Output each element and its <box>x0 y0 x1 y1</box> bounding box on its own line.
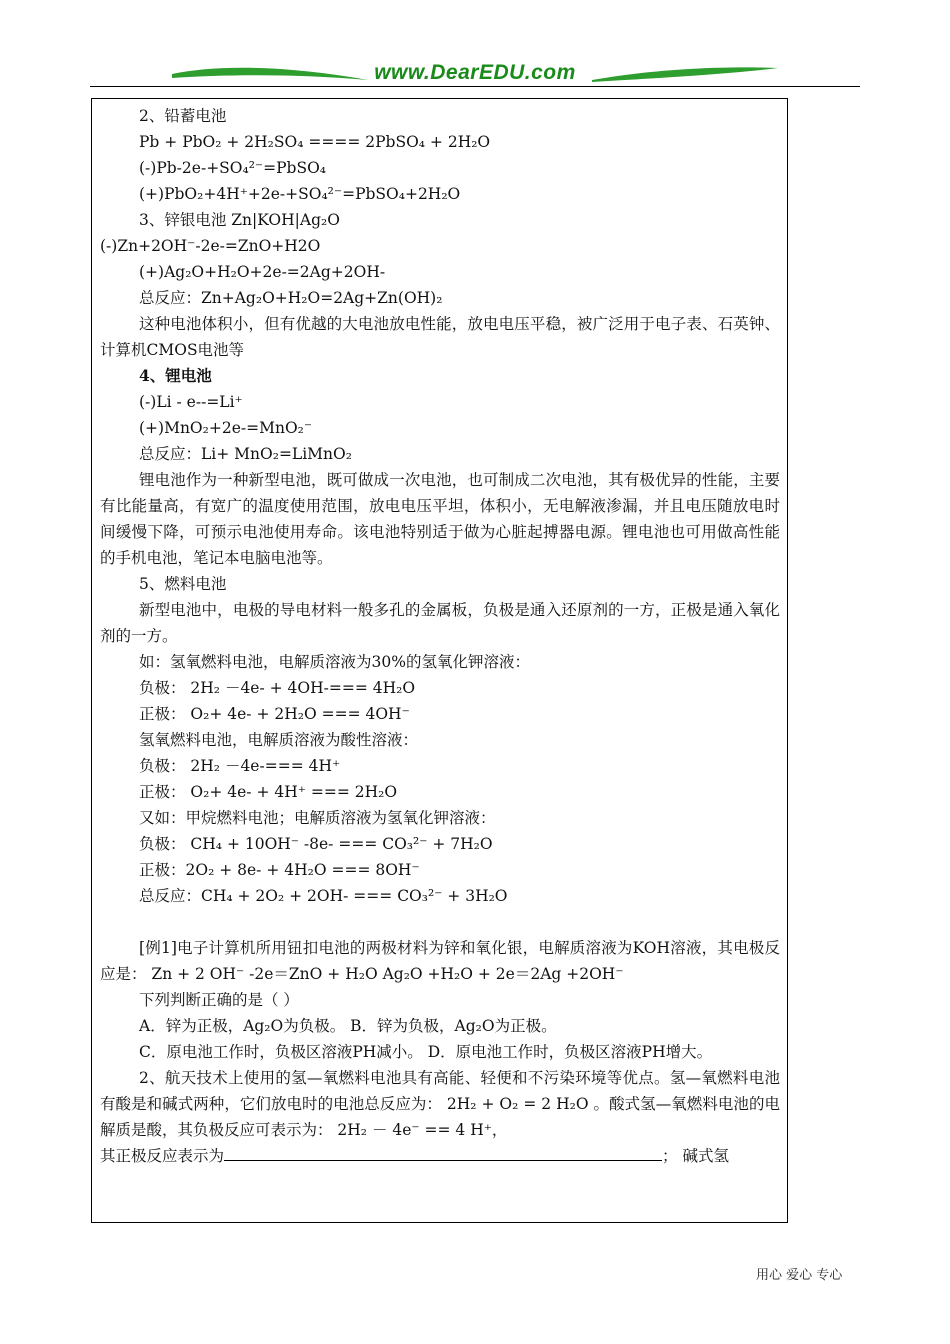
paragraph: 新型电池中，电极的导电材料一般多孔的金属板，负极是通入还原剂的一方，正极是通入氧化剂的一方。 <box>100 601 780 645</box>
content-box <box>91 98 788 1223</box>
paragraph: 这种电池体积小，但有优越的大电池放电性能，放电电压平稳，被广泛用于电子表、石英钟、计算机CMOS电池等 <box>100 315 780 359</box>
page-header <box>90 58 860 90</box>
logo-swoosh-right <box>590 64 780 86</box>
equation-line: (-)Li - e--=Li⁺ <box>139 393 243 411</box>
equation-line: 正极： O₂+ 4e- + 2H₂O === 4OH⁻ <box>139 705 410 723</box>
choice-line: C．原电池工作时，负极区溶液PH减小。 D．原电池工作时，负极区溶液PH增大。 <box>139 1043 713 1061</box>
equation-line: 正极：2O₂ + 8e- + 4H₂O === 8OH⁻ <box>139 861 420 879</box>
equation-line: 正极： O₂+ 4e- + 4H⁺ === 2H₂O <box>139 783 398 801</box>
document-body <box>100 103 780 1169</box>
equation-line: (+)Ag₂O+H₂O+2e-=2Ag+2OH- <box>139 263 386 281</box>
equation-line: 负极： 2H₂ －4e-=== 4H⁺ <box>139 757 341 775</box>
site-logo: www.DearEDU.com <box>374 61 576 84</box>
choice-line: A．锌为正极，Ag₂O为负极。 B．锌为负极，Ag₂O为正极。 <box>139 1017 557 1035</box>
page-footer: 用心 爱心 专心 <box>756 1268 843 1283</box>
answer-label: 其正极反应表示为 <box>100 1147 225 1165</box>
paragraph: 锂电池作为一种新型电池，既可做成一次电池，也可制成二次电池，其有极优异的性能，主要有比能量高，有宽广的温度使用范围，放电电压平坦，体积小，无电解液渗漏，并且电压随放电时间缓慢下降，可预示电池使用寿命。该电池特别适于做为心脏起搏器电源。锂电池也可用做高性能的手机电池，笔记本电脑电池等。 <box>100 471 780 567</box>
heading-fuel-cell: 5、燃料电池 <box>139 575 227 593</box>
logo-swoosh-left <box>170 64 370 86</box>
answer-tail: ； 碱式氢 <box>662 1147 729 1165</box>
equation-line: 总反应：CH₄ + 2O₂ + 2OH- === CO₃²⁻ + 3H₂O <box>139 887 508 905</box>
equation-line: 总反应：Li+ MnO₂=LiMnO₂ <box>139 445 352 463</box>
equation-line: 负极： 2H₂ －4e- + 4OH-=== 4H₂O <box>139 679 416 697</box>
text-line: 又如：甲烷燃料电池；电解质溶液为氢氧化钾溶液： <box>139 809 496 827</box>
question-2: 2、航天技术上使用的氢—氧燃料电池具有高能、轻便和不污染环境等优点。氢—氧燃料电池有酸是和碱式两种，它们放电时的电池总反应为： 2H₂ + O₂ = 2 H₂O 。酸式氢—氧燃料电池的电解质是酸，其负极反应可表示为： 2H₂ － 4e⁻ == 4 H⁺， <box>100 1069 780 1139</box>
equation-line: (+)PbO₂+4H⁺+2e-+SO₄²⁻=PbSO₄+2H₂O <box>139 185 461 203</box>
heading-lead-acid: 2、铅蓄电池 <box>139 107 227 125</box>
equation-line: 负极： CH₄ + 10OH⁻ -8e- === CO₃²⁻ + 7H₂O <box>139 835 493 853</box>
heading-lithium: 4、锂电池 <box>139 366 212 385</box>
spacer <box>100 909 780 935</box>
answer-line <box>100 1143 780 1169</box>
equation-line: Pb + PbO₂ + 2H₂SO₄ ==== 2PbSO₄ + 2H₂O <box>139 133 491 151</box>
equation-line: 总反应：Zn+Ag₂O+H₂O=2Ag+Zn(OH)₂ <box>139 289 443 307</box>
equation-line: (-)Pb-2e-+SO₄²⁻=PbSO₄ <box>139 159 326 177</box>
answer-blank[interactable] <box>224 1146 662 1161</box>
header-rule <box>90 86 860 87</box>
heading-zinc-silver: 3、锌银电池 Zn|KOH|Ag₂O <box>139 211 340 229</box>
equation-line: (-)Zn+2OH⁻-2e-=ZnO+H2O <box>100 237 321 255</box>
question-prompt: 下列判断正确的是（ ） <box>139 991 299 1009</box>
text-line: 如：氢氧燃料电池，电解质溶液为30%的氢氧化钾溶液： <box>139 653 530 671</box>
equation-line: (+)MnO₂+2e-=MnO₂⁻ <box>139 419 313 437</box>
text-line: 氢氧燃料电池，电解质溶液为酸性溶液： <box>139 731 419 749</box>
example-question: [例1]电子计算机所用钮扣电池的两极材料为锌和氧化银，电解质溶液为KOH溶液，其电极反应是： Zn + 2 OH⁻ -2e＝ZnO + H₂O Ag₂O +H₂O + 2e＝2Ag +2OH⁻ <box>100 939 780 983</box>
